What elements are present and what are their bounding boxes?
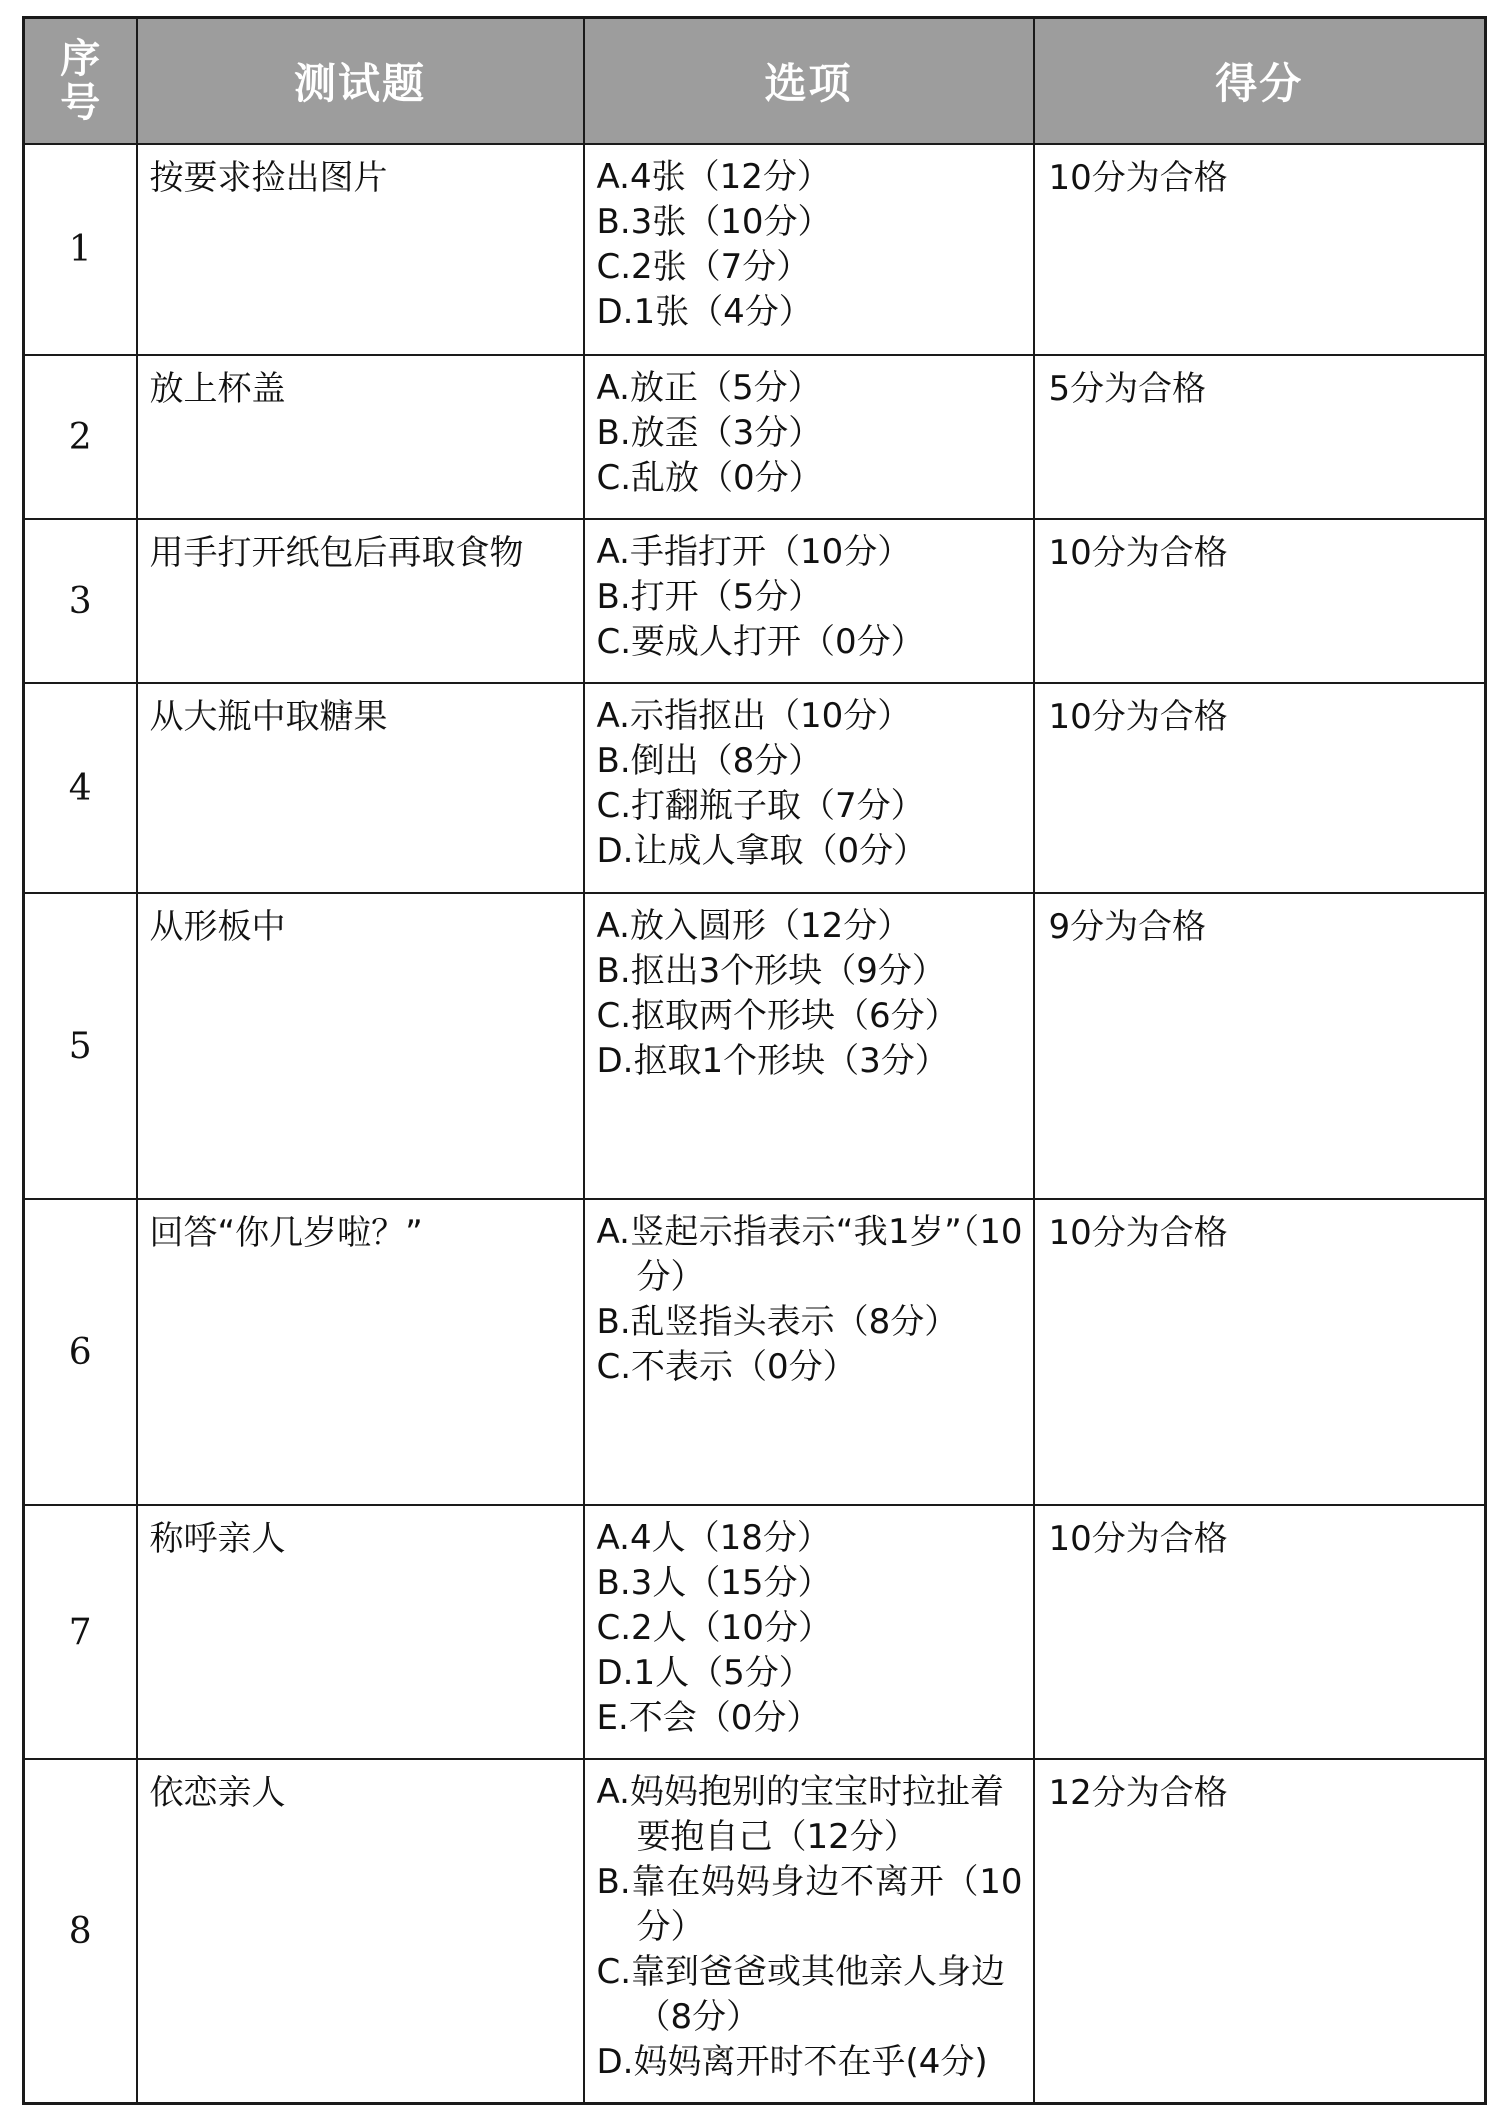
row-index: 7 xyxy=(24,1505,137,1759)
table-row xyxy=(24,144,1486,355)
row-options xyxy=(584,1505,1034,1759)
row-score: 9分为合格 xyxy=(1034,893,1486,1199)
header-index-line2: 号 xyxy=(60,80,101,126)
table-row xyxy=(24,519,1486,683)
row-index: 2 xyxy=(24,355,137,519)
option-item: D.1张（4分） xyxy=(596,292,813,332)
row-options xyxy=(584,893,1034,1199)
option-item: C.要成人打开（0分） xyxy=(596,622,925,662)
row-index: 6 xyxy=(24,1199,137,1505)
row-question: 回答“你几岁啦？” xyxy=(137,1199,584,1505)
option-item: D.让成人拿取（0分） xyxy=(596,831,928,871)
table-row xyxy=(24,1505,1486,1759)
option-item: B.3人（15分） xyxy=(596,1563,832,1603)
option-item: C.抠取两个形块（6分） xyxy=(596,996,959,1036)
row-options xyxy=(584,1759,1034,2104)
row-question: 用手打开纸包后再取食物 xyxy=(137,519,584,683)
option-item: A.妈妈抱别的宝宝时拉扯着要抱自己（12分） xyxy=(596,1772,1004,1857)
option-item: D.1人（5分） xyxy=(596,1653,813,1693)
row-score: 5分为合格 xyxy=(1034,355,1486,519)
option-item: A.4人（18分） xyxy=(596,1518,831,1558)
row-score: 10分为合格 xyxy=(1034,683,1486,893)
option-item: A.竖起示指表示“我1岁”（10分） xyxy=(596,1212,1023,1297)
option-item: B.打开（5分） xyxy=(596,577,823,617)
row-options xyxy=(584,519,1034,683)
option-item: C.2人（10分） xyxy=(596,1608,832,1648)
option-item: C.打翻瓶子取（7分） xyxy=(596,786,925,826)
option-item: C.靠到爸爸或其他亲人身边（8分） xyxy=(596,1952,1006,2037)
row-question: 从形板中 xyxy=(137,893,584,1199)
option-item: C.不表示（0分） xyxy=(596,1347,857,1387)
table-row xyxy=(24,1759,1486,2104)
option-item: B.乱竖指头表示（8分） xyxy=(596,1302,959,1342)
option-item: C.2张（7分） xyxy=(596,247,811,287)
header-index-line1: 序 xyxy=(60,36,101,82)
row-score: 12分为合格 xyxy=(1034,1759,1486,2104)
table-row xyxy=(24,355,1486,519)
option-item: B.抠出3个形块（9分） xyxy=(596,951,946,991)
header-score: 得分 xyxy=(1034,18,1486,145)
option-item: A.放入圆形（12分） xyxy=(596,906,912,946)
table-row xyxy=(24,683,1486,893)
row-index: 3 xyxy=(24,519,137,683)
table-header xyxy=(24,18,1486,145)
score-table xyxy=(22,16,1487,2105)
row-index: 5 xyxy=(24,893,137,1199)
option-item: B.靠在妈妈身边不离开（10分） xyxy=(596,1862,1023,1947)
row-index: 8 xyxy=(24,1759,137,2104)
row-score: 10分为合格 xyxy=(1034,1505,1486,1759)
page xyxy=(22,16,1484,2082)
row-question: 称呼亲人 xyxy=(137,1505,584,1759)
header-index xyxy=(24,18,137,145)
row-options xyxy=(584,683,1034,893)
table-row xyxy=(24,1199,1486,1505)
option-item: C.乱放（0分） xyxy=(596,458,823,498)
option-item: E.不会（0分） xyxy=(596,1698,821,1738)
row-question: 按要求捡出图片 xyxy=(137,144,584,355)
option-item: A.4张（12分） xyxy=(596,157,831,197)
row-options xyxy=(584,355,1034,519)
table-row xyxy=(24,893,1486,1199)
option-item: B.倒出（8分） xyxy=(596,741,823,781)
header-options: 选项 xyxy=(584,18,1034,145)
row-question: 从大瓶中取糖果 xyxy=(137,683,584,893)
option-item: A.手指打开（10分） xyxy=(596,532,912,572)
row-score: 10分为合格 xyxy=(1034,144,1486,355)
option-item: D.妈妈离开时不在乎(4分) xyxy=(596,2042,988,2082)
row-options xyxy=(584,1199,1034,1505)
option-item: A.示指抠出（10分） xyxy=(596,696,912,736)
option-item: B.3张（10分） xyxy=(596,202,832,242)
row-index: 1 xyxy=(24,144,137,355)
row-index: 4 xyxy=(24,683,137,893)
row-question: 放上杯盖 xyxy=(137,355,584,519)
header-row xyxy=(24,18,1486,145)
row-question: 依恋亲人 xyxy=(137,1759,584,2104)
row-score: 10分为合格 xyxy=(1034,1199,1486,1505)
option-item: A.放正（5分） xyxy=(596,368,822,408)
table-body xyxy=(24,144,1486,2104)
header-question: 测试题 xyxy=(137,18,584,145)
option-item: D.抠取1个形块（3分） xyxy=(596,1041,949,1081)
option-item: B.放歪（3分） xyxy=(596,413,823,453)
row-options xyxy=(584,144,1034,355)
row-score: 10分为合格 xyxy=(1034,519,1486,683)
